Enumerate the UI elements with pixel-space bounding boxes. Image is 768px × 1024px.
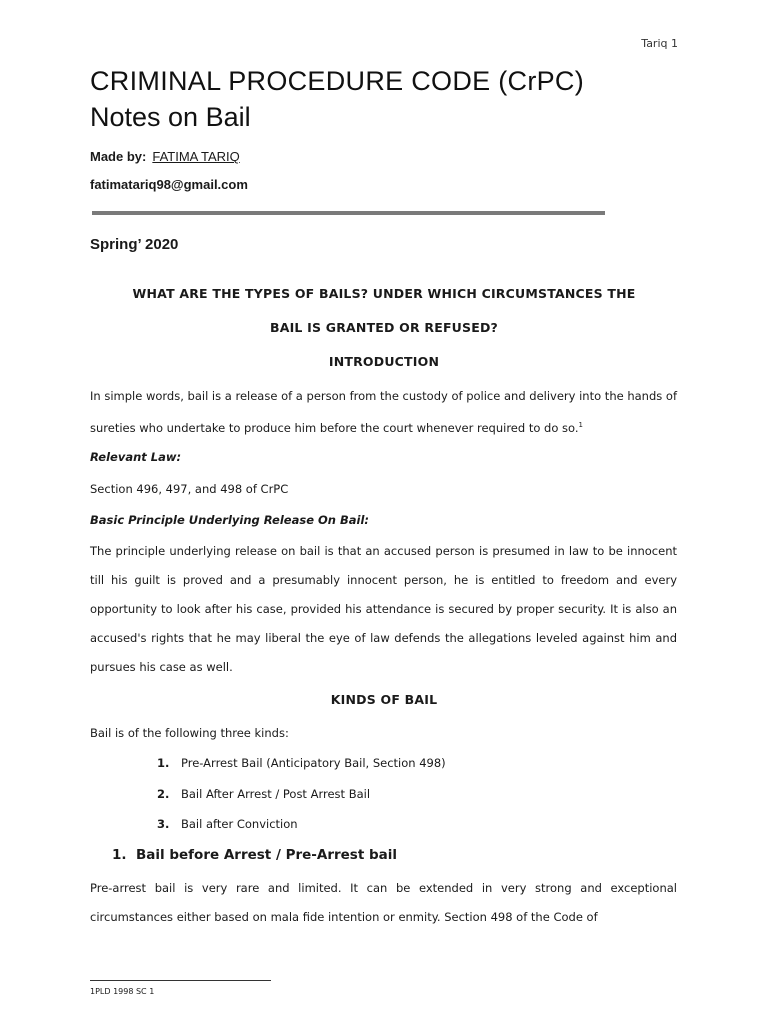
- author-name: FATIMA TARIQ: [152, 149, 240, 164]
- introduction-heading: INTRODUCTION: [328, 354, 440, 369]
- title-divider: [92, 211, 605, 215]
- list-label: Bail After Arrest / Post Arrest Bail: [181, 787, 371, 801]
- list-number: 1.: [157, 756, 170, 770]
- footnote-mark: 1: [90, 987, 96, 996]
- list-item: [157, 817, 298, 831]
- introduction-paragraph: [90, 382, 677, 443]
- list-label: Pre-Arrest Bail (Anticipatory Bail, Section 498): [181, 756, 446, 770]
- footnote-reference: 1: [578, 421, 583, 429]
- made-by-label: Made by:: [90, 149, 147, 164]
- document-title: CRIMINAL PROCEDURE CODE (CrPC): [90, 66, 585, 96]
- author-line: [90, 149, 240, 164]
- relevant-law-text: Section 496, 497, and 498 of CrPC: [90, 482, 289, 496]
- principle-paragraph: The principle underlying release on bail is that an accused person is presumed in law to be innocent till his guilt is proved and a presumably innocent person, he is entitled to freedom and every opportunity to look after his case, provided his attendance is secured by proper security. It is also an accused's rights that he may liberal the eye of law defends the allegations leveled against him and pursues his case as well.: [90, 544, 677, 674]
- principle-heading: Basic Principle Underlying Release On Bail:: [90, 513, 369, 527]
- relevant-law-heading: Relevant Law:: [90, 450, 182, 464]
- kinds-intro: Bail is of the following three kinds:: [90, 726, 289, 740]
- section-heading: [112, 847, 397, 863]
- question-heading-line2: BAIL IS GRANTED OR REFUSED?: [269, 320, 498, 335]
- question-heading-line1: WHAT ARE THE TYPES OF BAILS? UNDER WHICH CIRCUMSTANCES THE: [132, 286, 636, 301]
- list-number: 3.: [157, 817, 170, 831]
- list-item: [157, 756, 446, 770]
- term-label: Spring’ 2020: [90, 236, 179, 253]
- footnote-text: PLD 1998 SC 1: [95, 987, 155, 996]
- list-number: 2.: [157, 787, 170, 801]
- footnote-divider: [90, 980, 271, 981]
- author-email: fatimatariq98@gmail.com: [90, 177, 248, 192]
- page-header: Tariq 1: [641, 37, 678, 50]
- footnote: [90, 987, 154, 996]
- document-subtitle: Notes on Bail: [90, 102, 251, 132]
- section-number: 1.: [112, 847, 127, 863]
- introduction-text: In simple words, bail is a release of a person from the custody of police and delivery into the hands of sureties who undertake to produce him before the court whenever required to do so.: [90, 389, 677, 435]
- section-paragraph: Pre-arrest bail is very rare and limited. It can be extended in very strong and exceptional circumstances either based on mala fide intention or enmity. Section 498 of the Code of: [90, 881, 677, 924]
- section-title: Bail before Arrest / Pre-Arrest bail: [136, 847, 398, 863]
- list-label: Bail after Conviction: [181, 817, 298, 831]
- kinds-heading: KINDS OF BAIL: [330, 692, 438, 707]
- list-item: [157, 787, 370, 801]
